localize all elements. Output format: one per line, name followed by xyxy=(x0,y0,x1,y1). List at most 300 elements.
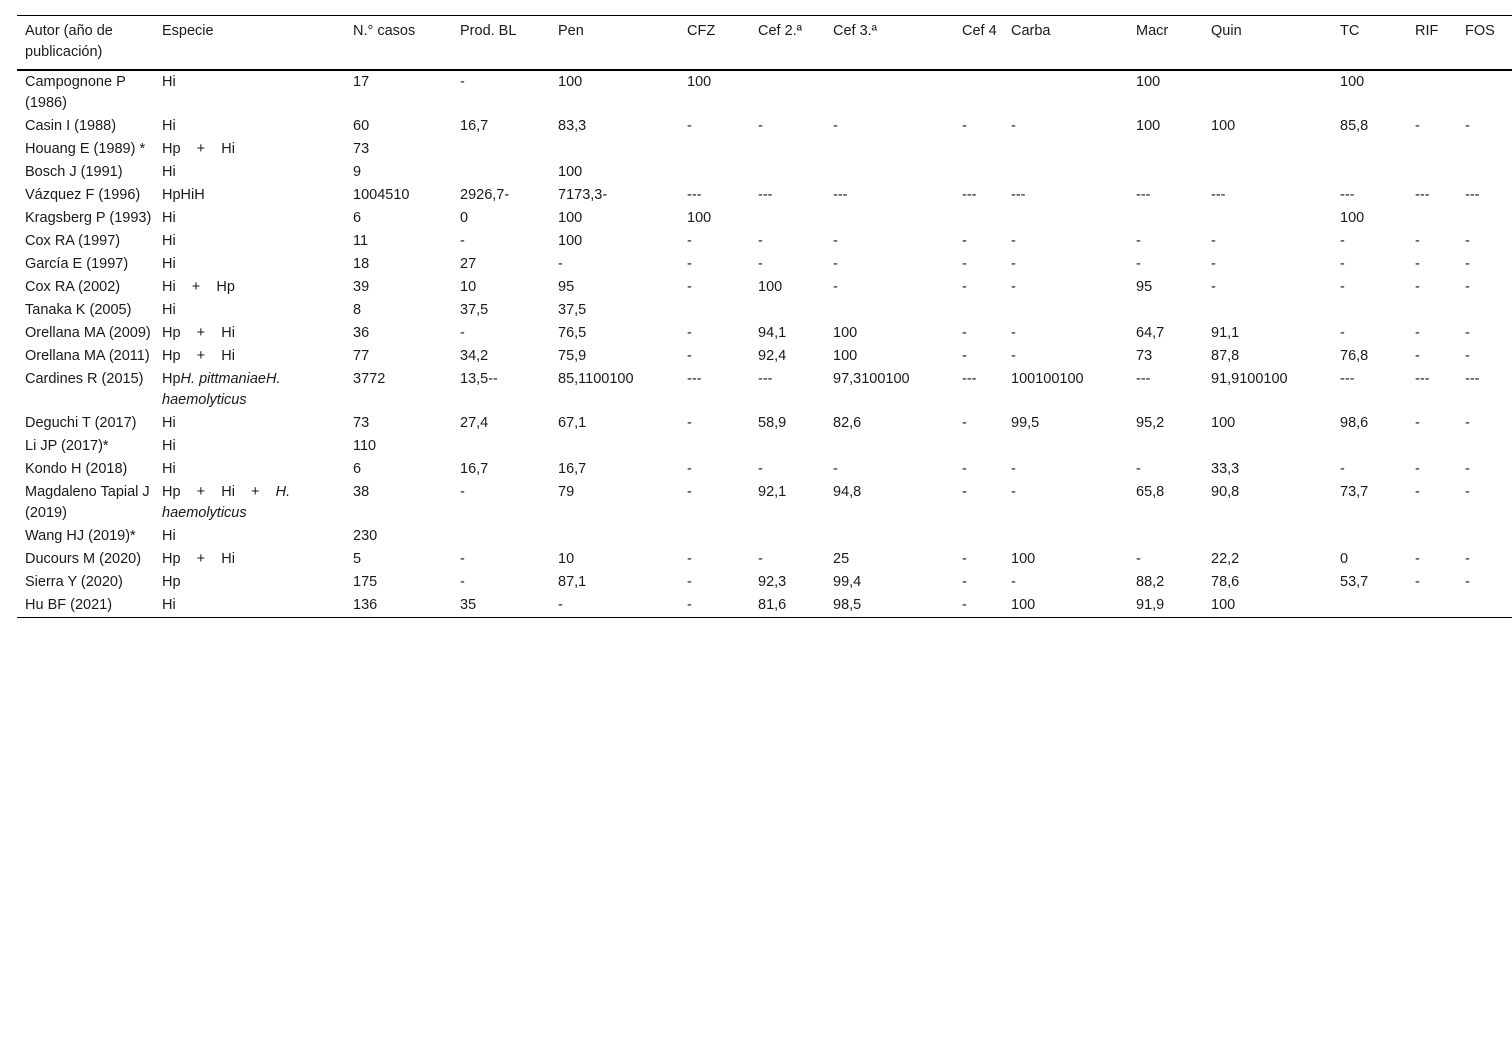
table-cell-cfz xyxy=(679,525,750,548)
table-cell-cef4: --- xyxy=(962,187,977,203)
table-cell-macr: 91,9 xyxy=(1136,597,1165,613)
table-cell-cef3 xyxy=(825,299,954,322)
table-cell-rif xyxy=(1407,161,1457,184)
table-row xyxy=(17,571,1512,594)
table-row xyxy=(17,525,1512,548)
column-header-pen: Pen xyxy=(558,23,584,39)
table-cell-quin: 91,1 xyxy=(1211,325,1240,341)
table-cell-macr: - xyxy=(1136,256,1141,272)
table-cell-cef3 xyxy=(825,138,954,161)
table-cell-cef4: - xyxy=(962,233,967,249)
table-cell-pen: 100 xyxy=(558,74,583,90)
table-cell-cases: 9 xyxy=(353,164,362,180)
table-cell-tc: 85,8 xyxy=(1340,118,1369,134)
table-cell-fos xyxy=(1457,594,1512,618)
table-cell-pen xyxy=(550,138,679,161)
column-header-tc: TC xyxy=(1340,23,1360,39)
table-cell-cef2: - xyxy=(758,461,763,477)
table-cell-cef2: - xyxy=(758,256,763,272)
table-cell-fos: --- xyxy=(1465,187,1480,203)
table-cell-author: Orellana MA (2011) xyxy=(25,348,150,364)
table-cell-carba xyxy=(1003,525,1128,548)
table-cell-author: Houang E (1989) * xyxy=(25,141,146,157)
table-cell-cfz: - xyxy=(687,415,692,431)
table-cell-cef3: 100 xyxy=(833,348,858,364)
table-cell-species: Hi xyxy=(162,597,176,613)
table-cell-rif: --- xyxy=(1415,187,1430,203)
table-cell-rif xyxy=(1407,299,1457,322)
table-cell-fos: - xyxy=(1465,233,1470,249)
table-cell-cases: 110 xyxy=(353,438,377,454)
table-cell-rif: - xyxy=(1415,551,1420,567)
table-row xyxy=(17,548,1512,571)
susceptibility-table xyxy=(17,15,1512,618)
table-cell-pen: 79 xyxy=(558,484,575,500)
table-cell-cases: 8 xyxy=(353,302,362,318)
table-cell-author: Tanaka K (2005) xyxy=(25,302,132,318)
table-cell-author: Li JP (2017)* xyxy=(25,438,109,454)
table-cell-rif xyxy=(1407,435,1457,458)
table-cell-author: Sierra Y (2020) xyxy=(25,574,123,590)
table-cell-species: Hi xyxy=(162,256,176,272)
table-cell-cef4 xyxy=(954,161,1003,184)
table-cell-rif: - xyxy=(1415,348,1420,364)
table-cell-fos xyxy=(1457,161,1512,184)
table-cell-cfz: --- xyxy=(687,187,702,203)
table-cell-pen: - xyxy=(558,597,563,613)
table-cell-macr: 64,7 xyxy=(1136,325,1165,341)
table-cell-tc: 73,7 xyxy=(1340,484,1369,500)
table-cell-author: Vázquez F (1996) xyxy=(25,187,141,203)
table-cell-cef2: - xyxy=(758,233,763,249)
table-cell-pen: 37,5 xyxy=(558,302,587,318)
table-cell-pen: 83,3 xyxy=(558,118,587,134)
table-cell-macr: 65,8 xyxy=(1136,484,1165,500)
table-cell-rif: - xyxy=(1415,279,1420,295)
table-cell-cases: 230 xyxy=(353,528,378,544)
table-cell-carba: - xyxy=(1011,325,1016,341)
table-cell-species: Hp + Hi xyxy=(162,141,235,157)
table-row xyxy=(17,253,1512,276)
table-row xyxy=(17,299,1512,322)
table-cell-tc: 98,6 xyxy=(1340,415,1369,431)
table-cell-cef4 xyxy=(954,299,1003,322)
table-cell-quin: 87,8 xyxy=(1211,348,1240,364)
table-cell-species: Hi xyxy=(162,302,176,318)
table-row xyxy=(17,115,1512,138)
table-cell-prod-bl: 37,5 xyxy=(460,302,489,318)
table-cell-cef2 xyxy=(750,138,825,161)
table-cell-carba xyxy=(1003,207,1128,230)
table-cell-species: Hi xyxy=(162,438,176,454)
table-cell-tc xyxy=(1332,435,1407,458)
table-cell-pen: - xyxy=(558,256,563,272)
table-cell-rif: - xyxy=(1415,325,1420,341)
table-cell-cef3: --- xyxy=(833,187,848,203)
table-cell-macr: --- xyxy=(1136,187,1151,203)
table-cell-tc: - xyxy=(1340,279,1345,295)
table-cell-fos: - xyxy=(1465,348,1470,364)
table-cell-cef3: - xyxy=(833,256,838,272)
table-header xyxy=(17,16,1512,71)
table-cell-rif: - xyxy=(1415,461,1420,477)
table-cell-cef2 xyxy=(750,525,825,548)
column-header-cfz: CFZ xyxy=(687,23,716,39)
table-cell-pen: 85,1100100 xyxy=(558,371,634,387)
table-cell-quin: - xyxy=(1211,256,1216,272)
column-header-cases: N.° casos xyxy=(353,23,416,39)
table-cell-prod-bl: 35 xyxy=(460,597,477,613)
table-cell-carba: - xyxy=(1011,256,1016,272)
table-cell-fos xyxy=(1457,138,1512,161)
table-cell-cef2: --- xyxy=(758,187,773,203)
table-cell-author: Kondo H (2018) xyxy=(25,461,128,477)
column-header-quin: Quin xyxy=(1211,23,1242,39)
table-cell-cef3 xyxy=(825,207,954,230)
table-cell-quin: 91,9100100 xyxy=(1211,371,1288,387)
table-cell-quin xyxy=(1203,161,1332,184)
table-cell-author: Orellana MA (2009) xyxy=(25,325,151,341)
table-cell-quin: 22,2 xyxy=(1211,551,1240,567)
table-cell-author: Cox RA (1997) xyxy=(25,233,121,249)
table-cell-carba: 100100100 xyxy=(1011,371,1084,387)
table-cell-cef2: 100 xyxy=(758,279,783,295)
table-cell-carba: - xyxy=(1011,118,1016,134)
table-cell-cef2: 58,9 xyxy=(758,415,787,431)
table-cell-prod-bl: - xyxy=(460,574,465,590)
table-cell-cef3: 82,6 xyxy=(833,415,862,431)
table-cell-species: HpH. pittmaniaeH. haemolyticus xyxy=(162,371,285,408)
table-cell-fos: - xyxy=(1465,484,1470,500)
table-row xyxy=(17,412,1512,435)
column-header-cef3: Cef 3.ª xyxy=(833,23,878,39)
table-cell-macr xyxy=(1128,161,1203,184)
table-cell-prod-bl: 10 xyxy=(460,279,477,295)
table-cell-quin: - xyxy=(1211,233,1216,249)
table-row xyxy=(17,207,1512,230)
table-cell-cases: 11 xyxy=(353,233,369,249)
table-cell-prod-bl xyxy=(452,435,550,458)
table-cell-fos: - xyxy=(1465,256,1470,272)
table-cell-rif: - xyxy=(1415,256,1420,272)
table-cell-carba: - xyxy=(1011,574,1016,590)
table-cell-fos: - xyxy=(1465,551,1470,567)
table-cell-cef4: - xyxy=(962,597,967,613)
table-cell-species: Hp + Hi xyxy=(162,325,235,341)
table-cell-quin: 78,6 xyxy=(1211,574,1240,590)
table-cell-cases: 18 xyxy=(353,256,370,272)
table-row xyxy=(17,184,1512,207)
table-cell-macr xyxy=(1128,299,1203,322)
table-cell-cef3 xyxy=(825,70,954,115)
table-cell-species: HpHiH xyxy=(162,187,205,203)
table-cell-tc: - xyxy=(1340,256,1345,272)
table-cell-quin xyxy=(1203,435,1332,458)
table-cell-quin: 33,3 xyxy=(1211,461,1240,477)
table-cell-author: Deguchi T (2017) xyxy=(25,415,137,431)
table-cell-carba: --- xyxy=(1011,187,1026,203)
table-cell-cases: 3772 xyxy=(353,371,386,387)
table-cell-species: Hp + Hi xyxy=(162,348,235,364)
table-cell-macr: 100 xyxy=(1136,74,1161,90)
table-cell-fos: - xyxy=(1465,325,1470,341)
table-cell-author: Ducours M (2020) xyxy=(25,551,142,567)
table-cell-cef3 xyxy=(825,525,954,548)
table-cell-carba: 100 xyxy=(1011,597,1036,613)
table-cell-rif: - xyxy=(1415,415,1420,431)
table-cell-cfz: - xyxy=(687,118,692,134)
table-row xyxy=(17,435,1512,458)
table-cell-cef4: - xyxy=(962,574,967,590)
table-cell-macr xyxy=(1128,525,1203,548)
table-cell-cfz: - xyxy=(687,574,692,590)
table-cell-cef4: - xyxy=(962,118,967,134)
table-cell-cef4 xyxy=(954,138,1003,161)
table-cell-carba: - xyxy=(1011,348,1016,364)
table-cell-author: García E (1997) xyxy=(25,256,129,272)
table-cell-cfz: - xyxy=(687,325,692,341)
table-cell-cef2 xyxy=(750,435,825,458)
table-cell-cfz: 100 xyxy=(687,210,712,226)
table-cell-quin: 100 xyxy=(1211,415,1236,431)
table-cell-cef3: 100 xyxy=(833,325,858,341)
table-cell-pen: 16,7 xyxy=(558,461,587,477)
table-cell-carba xyxy=(1003,70,1128,115)
table-cell-species: Hp xyxy=(162,574,181,590)
table-row xyxy=(17,368,1512,412)
table-cell-tc: 0 xyxy=(1340,551,1349,567)
table-cell-pen: 10 xyxy=(558,551,575,567)
table-cell-prod-bl: - xyxy=(460,325,465,341)
table-cell-cfz: - xyxy=(687,484,692,500)
table-cell-tc: - xyxy=(1340,325,1345,341)
table-cell-tc: --- xyxy=(1340,187,1355,203)
table-cell-prod-bl: 16,7 xyxy=(460,118,489,134)
table-cell-pen: 100 xyxy=(558,164,583,180)
table-cell-cfz xyxy=(679,138,750,161)
table-cell-cef3 xyxy=(825,161,954,184)
column-header-fos: FOS xyxy=(1465,23,1495,39)
table-cell-cases: 73 xyxy=(353,415,370,431)
table-cell-author: Casin I (1988) xyxy=(25,118,117,134)
table-cell-rif: - xyxy=(1415,574,1420,590)
table-cell-fos xyxy=(1457,525,1512,548)
table-cell-prod-bl: 16,7 xyxy=(460,461,489,477)
table-cell-author: Hu BF (2021) xyxy=(25,597,113,613)
table-cell-rif xyxy=(1407,138,1457,161)
table-cell-prod-bl: 27 xyxy=(460,256,477,272)
table-cell-cef2: 94,1 xyxy=(758,325,787,341)
table-row xyxy=(17,276,1512,299)
table-cell-cef2: 92,4 xyxy=(758,348,787,364)
table-cell-quin: 100 xyxy=(1211,118,1236,134)
table-cell-quin: 100 xyxy=(1211,597,1236,613)
table-cell-macr: 95 xyxy=(1136,279,1153,295)
table-cell-tc: 76,8 xyxy=(1340,348,1369,364)
table-cell-quin: - xyxy=(1211,279,1216,295)
table-cell-cef2 xyxy=(750,299,825,322)
table-cell-cases: 1004510 xyxy=(353,187,410,203)
table-cell-cef4 xyxy=(954,435,1003,458)
table-row xyxy=(17,138,1512,161)
table-cell-cef4: - xyxy=(962,461,967,477)
table-cell-cfz xyxy=(679,299,750,322)
table-cell-carba xyxy=(1003,161,1128,184)
table-cell-prod-bl xyxy=(452,525,550,548)
table-cell-cases: 5 xyxy=(353,551,362,567)
table-cell-pen xyxy=(550,525,679,548)
header-row xyxy=(17,16,1512,71)
table-cell-cef2: 81,6 xyxy=(758,597,787,613)
table-cell-cef3: - xyxy=(833,118,838,134)
column-header-cef4: Cef 4 xyxy=(962,23,997,39)
table-cell-carba: - xyxy=(1011,461,1016,477)
table-cell-quin xyxy=(1203,299,1332,322)
table-cell-carba: - xyxy=(1011,484,1016,500)
table-cell-cef3: 94,8 xyxy=(833,484,862,500)
table-cell-cfz: - xyxy=(687,551,692,567)
table-row xyxy=(17,70,1512,115)
table-cell-cases: 6 xyxy=(353,210,362,226)
table-row xyxy=(17,458,1512,481)
table-cell-rif: --- xyxy=(1415,371,1430,387)
table-cell-cef3: - xyxy=(833,461,838,477)
table-cell-cef3: 97,3100100 xyxy=(833,371,910,387)
table-cell-cfz: - xyxy=(687,256,692,272)
table-cell-cef3: 98,5 xyxy=(833,597,862,613)
table-cell-pen xyxy=(550,435,679,458)
table-cell-prod-bl xyxy=(452,138,550,161)
table-cell-quin: --- xyxy=(1211,187,1226,203)
table-cell-cef4 xyxy=(954,525,1003,548)
table-cell-rif: - xyxy=(1415,118,1420,134)
table-cell-cef3: 25 xyxy=(833,551,850,567)
table-cell-author: Wang HJ (2019)* xyxy=(25,528,136,544)
table-cell-macr: 100 xyxy=(1136,118,1161,134)
table-cell-author: Bosch J (1991) xyxy=(25,164,123,180)
table-cell-prod-bl: 2926,7- xyxy=(460,187,510,203)
table-cell-macr: - xyxy=(1136,551,1141,567)
table-cell-cef2: - xyxy=(758,551,763,567)
table-cell-pen: 75,9 xyxy=(558,348,587,364)
column-header-carba: Carba xyxy=(1011,23,1051,39)
table-cell-pen: 87,1 xyxy=(558,574,587,590)
table-cell-cfz: - xyxy=(687,461,692,477)
table-cell-prod-bl: 27,4 xyxy=(460,415,489,431)
column-header-prod-bl: Prod. BL xyxy=(460,23,517,39)
table-cell-carba xyxy=(1003,138,1128,161)
table-cell-quin xyxy=(1203,70,1332,115)
table-row xyxy=(17,161,1512,184)
table-row xyxy=(17,322,1512,345)
table-cell-quin xyxy=(1203,207,1332,230)
table-cell-cfz: - xyxy=(687,348,692,364)
table-cell-rif xyxy=(1407,207,1457,230)
table-cell-prod-bl: - xyxy=(460,74,465,90)
table-cell-species: Hi xyxy=(162,164,176,180)
table-cell-macr: 88,2 xyxy=(1136,574,1165,590)
table-cell-pen: 100 xyxy=(558,233,583,249)
table-cell-cases: 39 xyxy=(353,279,370,295)
table-cell-cef4: - xyxy=(962,484,967,500)
table-cell-author: Cox RA (2002) xyxy=(25,279,121,295)
table-cell-rif: - xyxy=(1415,233,1420,249)
table-cell-rif xyxy=(1407,70,1457,115)
table-cell-cef2 xyxy=(750,161,825,184)
table-row xyxy=(17,594,1512,618)
table-cell-tc xyxy=(1332,161,1407,184)
table-cell-tc xyxy=(1332,594,1407,618)
table-cell-author: Cardines R (2015) xyxy=(25,371,144,387)
table-cell-pen: 100 xyxy=(558,210,583,226)
table-cell-cef4 xyxy=(954,70,1003,115)
table-cell-carba xyxy=(1003,299,1128,322)
table-cell-cef4: - xyxy=(962,348,967,364)
table-body xyxy=(17,70,1512,618)
table-cell-cef3: - xyxy=(833,233,838,249)
column-header-author: Autor (año de publicación) xyxy=(25,23,113,60)
table-cell-quin xyxy=(1203,525,1332,548)
table-cell-cases: 73 xyxy=(353,141,370,157)
table-cell-cef2: --- xyxy=(758,371,773,387)
table-cell-fos: - xyxy=(1465,118,1470,134)
table-cell-pen: 95 xyxy=(558,279,575,295)
table-cell-macr xyxy=(1128,207,1203,230)
column-header-species: Especie xyxy=(162,23,214,39)
table-cell-rif xyxy=(1407,594,1457,618)
table-cell-cef2: 92,1 xyxy=(758,484,787,500)
table-cell-macr: 95,2 xyxy=(1136,415,1165,431)
table-cell-fos xyxy=(1457,299,1512,322)
table-cell-fos: - xyxy=(1465,279,1470,295)
table-cell-cfz xyxy=(679,435,750,458)
table-wrapper xyxy=(17,15,1512,618)
table-cell-cases: 136 xyxy=(353,597,378,613)
table-cell-species: Hi xyxy=(162,118,176,134)
table-cell-macr xyxy=(1128,435,1203,458)
table-cell-rif xyxy=(1407,525,1457,548)
table-cell-tc xyxy=(1332,138,1407,161)
table-cell-macr: - xyxy=(1136,461,1141,477)
table-cell-carba: - xyxy=(1011,233,1016,249)
table-cell-tc: 100 xyxy=(1340,74,1365,90)
table-cell-cases: 6 xyxy=(353,461,362,477)
table-cell-cases: 36 xyxy=(353,325,370,341)
table-cell-prod-bl: 13,5-- xyxy=(460,371,498,387)
table-cell-rif: - xyxy=(1415,484,1420,500)
table-cell-cef4: - xyxy=(962,256,967,272)
table-cell-pen: 67,1 xyxy=(558,415,587,431)
table-cell-species: Hi xyxy=(162,461,176,477)
table-cell-carba: 100 xyxy=(1011,551,1036,567)
table-cell-carba xyxy=(1003,435,1128,458)
table-cell-author: Magdaleno Tapial J (2019) xyxy=(25,484,150,521)
table-cell-fos xyxy=(1457,207,1512,230)
table-cell-prod-bl: - xyxy=(460,233,465,249)
column-header-rif: RIF xyxy=(1415,23,1439,39)
table-cell-macr: - xyxy=(1136,233,1141,249)
table-cell-species: Hi xyxy=(162,528,176,544)
table-cell-fos: - xyxy=(1465,461,1470,477)
table-cell-species: Hi xyxy=(162,233,176,249)
table-cell-cases: 77 xyxy=(353,348,370,364)
table-cell-species: Hi xyxy=(162,415,176,431)
table-cell-prod-bl: - xyxy=(460,484,465,500)
table-row xyxy=(17,345,1512,368)
table-cell-tc: 100 xyxy=(1340,210,1365,226)
table-cell-cef2: 92,3 xyxy=(758,574,787,590)
table-cell-species: Hi xyxy=(162,210,176,226)
